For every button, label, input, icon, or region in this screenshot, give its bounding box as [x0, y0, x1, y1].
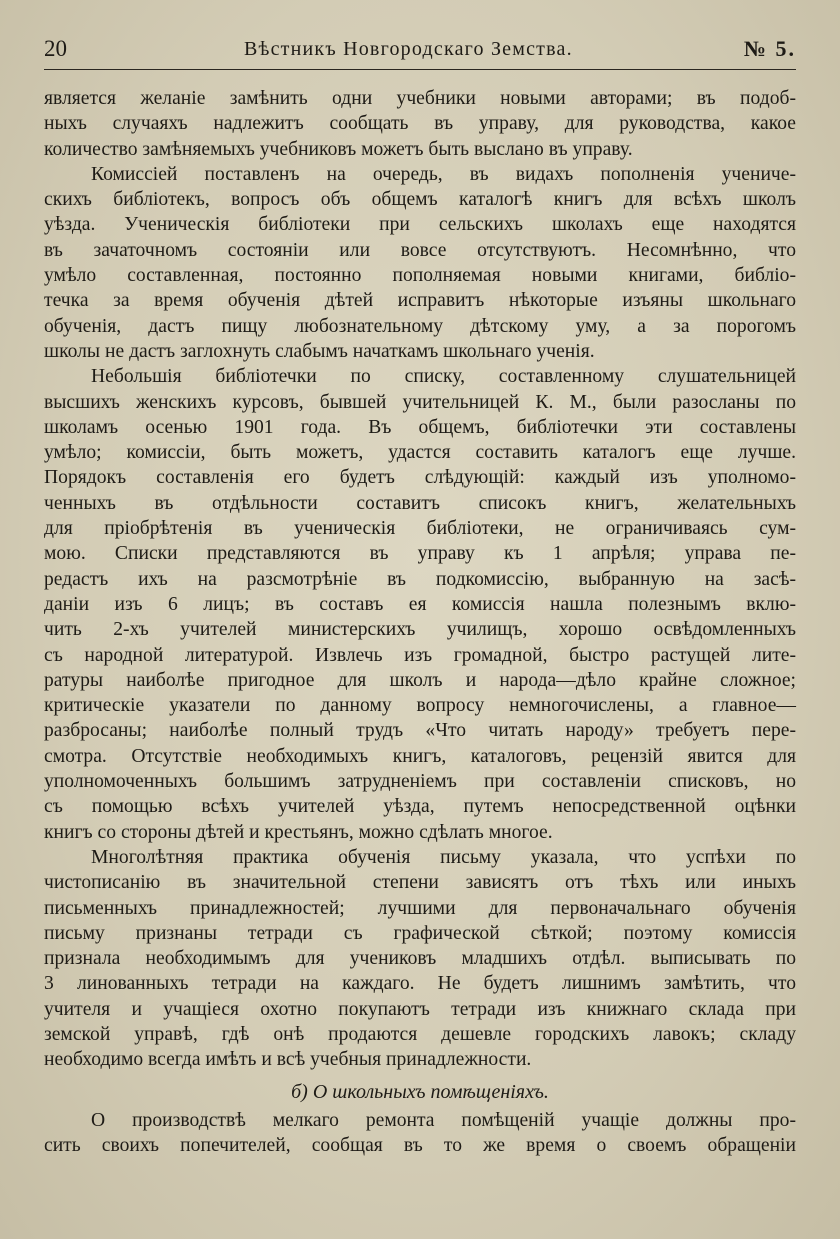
text-line: ратуры наиболѣе пригодное для школъ и народа—дѣло крайне сложное; — [44, 669, 796, 691]
text-line: критическіе указатели по данному вопросу немногочислены, а главное— — [44, 695, 796, 717]
text-line: съ помощью всѣхъ учителей уѣзда, путемъ непосредственной оцѣнки — [44, 796, 796, 818]
text-line: чить 2-хъ учителей министерскихъ училищъ, хорошо освѣдомленныхъ — [44, 619, 796, 641]
text-line: даніи изъ 6 лицъ; въ составъ ея комиссія нашла полезнымъ вклю- — [44, 593, 796, 615]
text-line: уѣзда. Ученическія библіотеки при сельскихъ школахъ еще находятся — [44, 214, 796, 236]
text-line: скихъ библіотекъ, вопросъ объ общемъ каталогѣ книгъ для всѣхъ школъ — [44, 189, 796, 211]
text-line: Порядокъ составленія его будетъ слѣдующій: каждый изъ уполномо- — [44, 467, 796, 489]
text-line: разбросаны; наиболѣе полный трудъ «Что читать народу» требуетъ пере- — [44, 720, 796, 742]
text-line: учителя и учащіеся охотно покупаютъ тетради изъ книжнаго склада при — [44, 998, 796, 1020]
text-line: редастъ ихъ на разсмотрѣніе въ подкомиссію, выбранную на засѣ- — [44, 568, 796, 590]
text-line: школамъ осенью 1901 года. Въ общемъ, библіотечки эти составлены — [44, 416, 796, 438]
text-line: 3 линованныхъ тетради на каждаго. Не будетъ лишнимъ замѣтить, что — [44, 973, 796, 995]
text-line: чистописанію въ значительной степени зависятъ отъ тѣхъ или иныхъ — [44, 872, 796, 894]
text-line: умѣло составленная, постоянно пополняемая новыми книгами, библіо- — [44, 265, 796, 287]
text-line: письму признаны тетради съ графической сѣткой; поэтому комиссія — [44, 922, 796, 944]
text-line: Многолѣтняя практика обученія письму указала, что успѣхи по — [91, 846, 796, 868]
text-line: съ народной литературой. Извлечь изъ громадной, быстро растущей лите- — [44, 644, 796, 666]
header-rule — [44, 69, 796, 70]
text-line: земской управѣ, гдѣ онѣ продаются дешевле городскихъ лавокъ; складу — [44, 1023, 796, 1045]
text-line: мою. Списки представляются въ управу къ 1 апрѣля; управа пе- — [44, 543, 796, 565]
body-text — [44, 86, 796, 1158]
issue-number: № 5. — [743, 36, 796, 61]
text-line: въ зачаточномъ состояніи или вовсе отсутствуютъ. Несомнѣнно, что — [44, 239, 796, 261]
text-line: необходимо всегда имѣть и всѣ учебныя принадлежности. — [44, 1049, 532, 1071]
text-line: школы не дастъ заглохнуть слабымъ начаткамъ школьнаго ученія. — [44, 340, 595, 362]
page-number: 20 — [44, 36, 67, 61]
text-line: ченныхъ въ отдѣльности составитъ списокъ книгъ, желательныхъ — [44, 492, 796, 514]
text-line: является желаніе замѣнить одни учебники новыми авторами; въ подоб- — [44, 88, 796, 109]
text-line: книгъ со стороны дѣтей и крестьянъ, можно сдѣлать многое. — [44, 821, 553, 843]
text-line: высшихъ женскихъ курсовъ, бывшей учительницей К. М., были разосланы по — [44, 391, 796, 413]
text-line: Комиссіей поставленъ на очередь, въ видахъ пополненія учениче- — [91, 163, 796, 185]
text-line: О производствѣ мелкаго ремонта помѣщеній учащіе должны про- — [91, 1109, 796, 1131]
text-line: письменныхъ принадлежностей; лучшими для первоначальнаго обученія — [44, 897, 796, 919]
text-line: Небольшія библіотечки по списку, составленному слушательницей — [91, 366, 796, 388]
text-line: уполномоченныхъ большимъ затрудненіемъ при составленіи списковъ, но — [44, 771, 796, 793]
text-line: сить своихъ попечителей, сообщая въ то же время о своемъ обращеніи — [44, 1135, 796, 1157]
running-title: Вѣстникъ Новгородскаго Земства. — [244, 38, 573, 60]
text-line: умѣло; комиссіи, быть можетъ, удастся составить каталогъ еще лучше. — [44, 442, 796, 464]
text-line: ныхъ случаяхъ надлежитъ сообщать въ управу, для руководства, какое — [44, 113, 796, 135]
text-line: течка за время обученія дѣтей исправитъ нѣкоторые изъяны школьнаго — [44, 290, 796, 312]
text-line: для пріобрѣтенія въ ученическія библіотеки, не ограничиваясь сум- — [44, 518, 796, 540]
section-subheading: б) О школьныхъ помѣщеніяхъ. — [291, 1080, 549, 1103]
text-line: смотра. Отсутствіе необходимыхъ книгъ, каталоговъ, рецензій явится для — [44, 745, 796, 767]
text-line: количество замѣняемыхъ учебниковъ можетъ быть выслано въ управу. — [44, 138, 633, 160]
text-line: обученія, дастъ пищу любознательному дѣтскому уму, а за порогомъ — [44, 315, 796, 337]
page-header — [44, 32, 796, 68]
text-line: признала необходимымъ для учениковъ младшихъ отдѣл. выписывать по — [44, 948, 796, 970]
